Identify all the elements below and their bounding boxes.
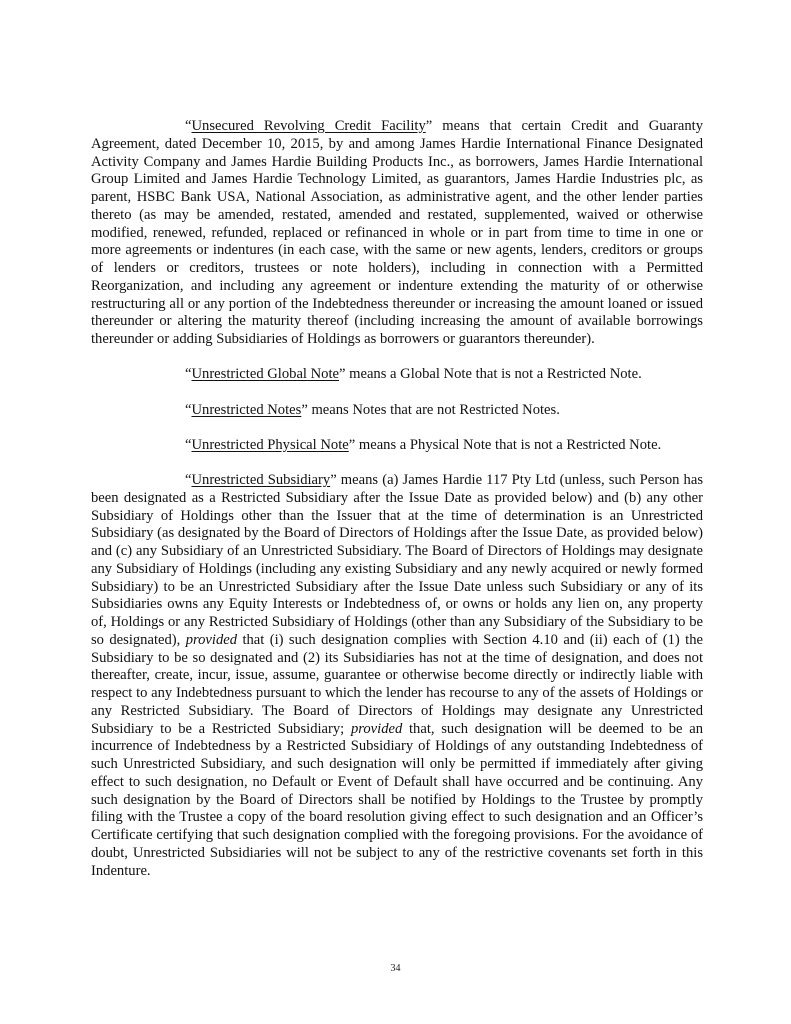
definition-text: ” means Notes that are not Restricted Notes. (301, 401, 560, 418)
page-number: 34 (390, 963, 401, 974)
definition-unrestricted-global-note (91, 366, 703, 384)
definition-unrestricted-subsidiary (91, 472, 703, 880)
defined-term: Unrestricted Global Note (191, 366, 339, 383)
provided-emphasis: provided (185, 631, 238, 648)
definition-unrestricted-physical-note (91, 437, 703, 455)
definition-text: that, such designation will be deemed to be an incurrence of Indebtedness by a Restricted Subsidiary of Holdings of any outstanding Indebtedness of such Unrestricted Subsidiary, and such designation will only be permitted if immediately after giving effect to such designation, no Default or Event of Default shall have occurred and be continuing. Any such designation by the Board of Directors shall be notified by Holdings to the Trustee by promptly filing with the Trustee a copy of the board resolution giving effect to such designation and an Officer’s Certificate certifying that such designation complied with the foregoing provisions. For the avoidance of doubt, Unrestricted Subsidiaries will not be subject to any of the restrictive covenants set forth in this Indenture. (91, 720, 704, 879)
defined-term: Unrestricted Subsidiary (191, 472, 331, 488)
open-quote: “ (185, 366, 192, 383)
definition-text: ” means (a) James Hardie 117 Pty Ltd (unless, such Person has been designated as a Restricted Subsidiary after the Issue Date as provided below) and (b) any other Subsidiary of Holdings other than the Issuer that at the time of determination is an Unrestricted Subsidiary (as designated by the Board of Directors of Holdings after the Issue Date, as provided below) and (c) any Subsidiary of an Unrestricted Subsidiary. The Board of Directors of Holdings may designate any Subsidiary of Holdings (including any existing Subsidiary and any newly acquired or newly formed Subsidiary) to be an Unrestricted Subsidiary after the Issue Date unless such Subsidiary or any of its Subsidiaries owns any Equity Interests or Indebtedness of, or owns or holds any lien on, any property of, Holdings or any Restricted Subsidiary of Holdings (other than any Subsidiary of the Subsidiary to be so designated), (91, 472, 703, 648)
definition-text: ” means that certain Credit and Guaranty Agreement, dated December 10, 2015, by and among James Hardie International Finance Designated Activity Company and James Hardie Building Products Inc., as borrowers, James Hardie International Group Limited and James Hardie Technology Limited, as guarantors, James Hardie Industries plc, as parent, HSBC Bank USA, National Association, as administrative agent, and the other lender parties thereto (as may be amended, restated, amended and restated, supplemented, waived or otherwise modified, renewed, refunded, replaced or refinanced in whole or in part from time to time in one or more agreements or indentures (in each case, with the same or new agents, lenders, creditors or groups of lenders or creditors, trustees or note holders), including in connection with a Permitted Reorganization, and including any agreement or indenture extending the maturity of or otherwise restructuring all or any portion of the Indebtedness thereunder or increasing the amount loaned or issued thereunder or altering the maturity thereof (including increasing the amount of available borrowings thereunder or adding Subsidiaries of Holdings as borrowers or guarantors thereunder). (91, 118, 703, 347)
defined-term: Unrestricted Notes (191, 401, 302, 418)
open-quote: “ (185, 436, 192, 453)
defined-term: Unrestricted Physical Note (191, 436, 349, 453)
document-page (91, 118, 703, 898)
definition-text: ” means a Global Note that is not a Restricted Note. (339, 366, 642, 383)
definition-unrestricted-notes (91, 402, 703, 420)
definition-unsecured-revolving-credit-facility (91, 118, 703, 349)
open-quote: “ (185, 401, 192, 418)
definition-text: ” means a Physical Note that is not a Restricted Note. (348, 436, 662, 453)
open-quote: “ (185, 118, 192, 134)
defined-term: Unsecured Revolving Credit Facility (191, 118, 426, 134)
definition-text: that (i) such designation complies with Section 4.10 and (ii) each of (1) the Subsidiary to be so designated and (2) its Subsidiaries has not at the time of designation, and does not thereafter, create, incur, issue, assume, guarantee or otherwise become directly or indirectly liable with respect to any Indebtedness pursuant to which the lender has recourse to any of the assets of Holdings or any Restricted Subsidiary. The Board of Directors of Holdings may designate any Unrestricted Subsidiary to be a Restricted Subsidiary; (91, 631, 703, 737)
provided-emphasis: provided (350, 720, 403, 737)
open-quote: “ (185, 472, 192, 488)
